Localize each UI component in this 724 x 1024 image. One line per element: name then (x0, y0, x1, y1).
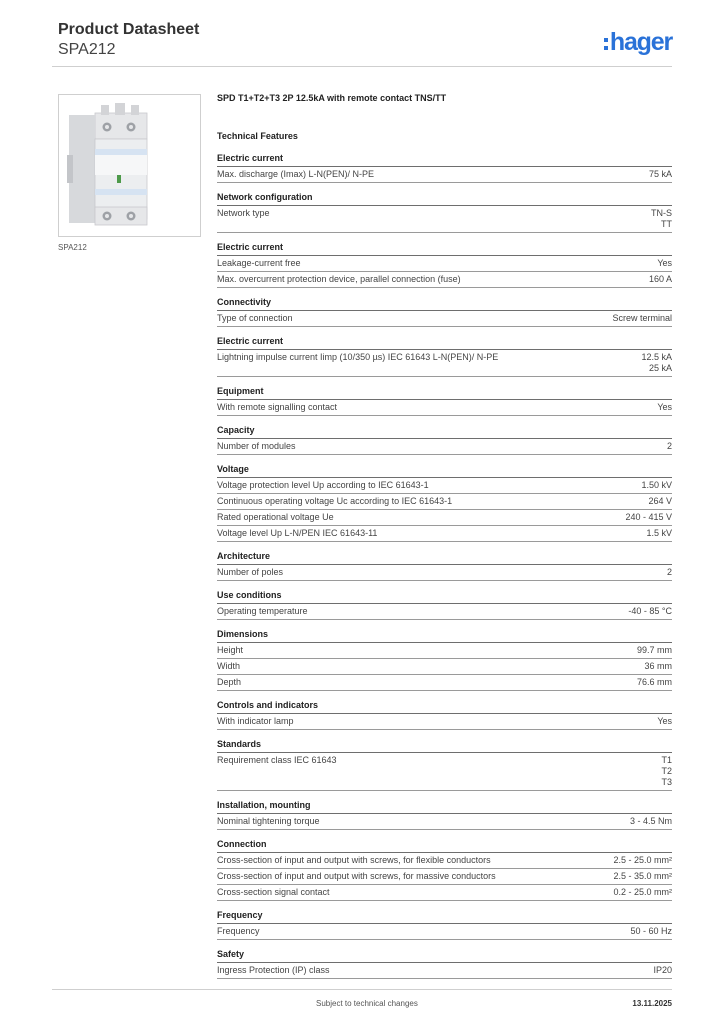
spec-label: Max. overcurrent protection device, parallel connection (fuse) (217, 274, 461, 284)
spec-row (217, 604, 672, 620)
spec-row (217, 400, 672, 416)
spec-value-line: 50 - 60 Hz (630, 926, 672, 936)
spec-label: Number of modules (217, 441, 296, 451)
product-code: SPA212 (58, 41, 116, 58)
spec-row (217, 753, 672, 791)
section-heading: Electric current (217, 242, 672, 256)
spec-value-line: 160 A (648, 274, 672, 284)
spec-value (628, 606, 672, 617)
spec-value (641, 480, 672, 491)
spec-value-line: 2 (666, 567, 672, 577)
spec-section (217, 700, 672, 730)
spec-value (651, 208, 672, 230)
spec-value-line: 2.5 - 25.0 mm² (613, 855, 672, 865)
spec-value-line: Yes (657, 258, 672, 268)
logo-dots-icon (604, 38, 608, 50)
spec-row (217, 869, 672, 885)
spec-label: Voltage level Up L-N/PEN IEC 61643-11 (217, 528, 378, 538)
spec-value (630, 816, 672, 827)
section-heading: Equipment (217, 386, 672, 400)
spec-row (217, 714, 672, 730)
spec-label: Network type (217, 208, 270, 218)
spec-value (644, 661, 672, 672)
spec-label: Max. discharge (Imax) L-N(PEN)/ N-PE (217, 169, 375, 179)
header-divider (52, 66, 672, 67)
spec-value (613, 855, 672, 866)
footer-date: 13.11.2025 (632, 999, 672, 1008)
spec-value (657, 402, 672, 413)
spec-label: Number of poles (217, 567, 284, 577)
spec-row (217, 924, 672, 940)
spec-section (217, 839, 672, 901)
spec-row (217, 256, 672, 272)
spec-value (637, 645, 672, 656)
spec-value-line: 76.6 mm (636, 677, 672, 687)
spec-label: Continuous operating voltage Uc according to IEC 61643-1 (217, 496, 453, 506)
spec-value (653, 965, 672, 976)
spec-value-line: 2.5 - 35.0 mm² (613, 871, 672, 881)
spec-value-line: 99.7 mm (636, 645, 672, 655)
spec-section (217, 386, 672, 416)
spec-section (217, 425, 672, 455)
spec-value-line: Yes (657, 402, 672, 412)
spec-value (657, 258, 672, 269)
spec-label: Rated operational voltage Ue (217, 512, 334, 522)
spec-row (217, 494, 672, 510)
spec-section (217, 590, 672, 620)
spec-row (217, 510, 672, 526)
spec-value-line: TN-S (651, 208, 672, 218)
spec-value-line: 1.50 kV (641, 480, 672, 490)
spec-value (613, 871, 672, 882)
spec-label: Type of connection (217, 313, 293, 323)
spec-content (217, 92, 672, 988)
spec-label: Nominal tightening torque (217, 816, 320, 826)
spec-label: Depth (217, 677, 242, 687)
spec-label: Cross-section signal contact (217, 887, 330, 897)
spec-row (217, 350, 672, 377)
spec-value-line: Screw terminal (612, 313, 672, 323)
spec-value (613, 887, 672, 898)
spec-section (217, 910, 672, 940)
spec-value-line: T2 (661, 766, 672, 776)
spec-label: With indicator lamp (217, 716, 294, 726)
spec-value-line: 2 (666, 441, 672, 451)
spec-label: Lightning impulse current Iimp (10/350 µs) IEC 61643 L-N(PEN)/ N-PE (217, 352, 499, 362)
section-heading: Installation, mounting (217, 800, 672, 814)
spec-row (217, 853, 672, 869)
spec-row (217, 565, 672, 581)
spec-value (648, 496, 672, 507)
spec-value-line: 264 V (648, 496, 672, 506)
spec-row (217, 311, 672, 327)
spec-value (667, 441, 672, 452)
spec-value-line: 12.5 kA (641, 352, 672, 362)
spec-value (625, 512, 672, 523)
spec-section (217, 800, 672, 830)
spec-section (217, 297, 672, 327)
product-title: SPD T1+T2+T3 2P 12.5kA with remote contact TNS/TT (217, 93, 447, 103)
section-heading: Connectivity (217, 297, 672, 311)
spec-section (217, 629, 672, 691)
spec-value-line: Yes (657, 716, 672, 726)
spec-row (217, 206, 672, 233)
footer-divider (52, 989, 672, 990)
spec-value (657, 716, 672, 727)
section-heading: Network configuration (217, 192, 672, 206)
spec-value (661, 755, 672, 788)
spec-row (217, 643, 672, 659)
spec-label: Frequency (217, 926, 260, 936)
spec-label: Height (217, 645, 244, 655)
spec-label: Leakage-current free (217, 258, 301, 268)
spec-row (217, 272, 672, 288)
spec-row (217, 478, 672, 494)
hager-logo (604, 28, 672, 56)
spec-section (217, 192, 672, 233)
spec-row (217, 526, 672, 542)
spec-value-line: 75 kA (648, 169, 672, 179)
spec-row (217, 659, 672, 675)
logo-wordmark: hager (609, 28, 672, 56)
surge-protector-image (59, 95, 200, 236)
spec-row (217, 885, 672, 901)
section-heading: Electric current (217, 153, 672, 167)
spec-value (637, 677, 672, 688)
spec-row (217, 814, 672, 830)
spec-value-line: 0.2 - 25.0 mm² (613, 887, 672, 897)
section-heading: Frequency (217, 910, 672, 924)
spec-section (217, 949, 672, 979)
spec-value-line: IP20 (653, 965, 672, 975)
spec-value-line: TT (661, 219, 672, 229)
technical-features-heading: Technical Features (217, 131, 298, 141)
spec-section (217, 153, 672, 183)
spec-label: Voltage protection level Up according to IEC 61643-1 (217, 480, 429, 490)
spec-row (217, 963, 672, 979)
section-heading: Safety (217, 949, 672, 963)
spec-label: With remote signalling contact (217, 402, 338, 412)
spec-value (641, 352, 672, 374)
spec-value (649, 274, 672, 285)
spec-value-line: 240 - 415 V (625, 512, 672, 522)
spec-label: Ingress Protection (IP) class (217, 965, 330, 975)
spec-section (217, 739, 672, 791)
image-caption: SPA212 (58, 243, 87, 252)
spec-value-line: 1.5 kV (646, 528, 672, 538)
spec-section (217, 336, 672, 377)
spec-label: Requirement class IEC 61643 (217, 755, 337, 765)
spec-section (217, 551, 672, 581)
section-heading: Dimensions (217, 629, 672, 643)
spec-section (217, 464, 672, 542)
spec-value-line: T1 (661, 755, 672, 765)
section-heading: Standards (217, 739, 672, 753)
section-heading: Connection (217, 839, 672, 853)
spec-value (612, 313, 672, 324)
section-heading: Use conditions (217, 590, 672, 604)
section-heading: Voltage (217, 464, 672, 478)
spec-sections (217, 153, 672, 979)
spec-value-line: -40 - 85 °C (628, 606, 672, 616)
page-header (58, 20, 199, 60)
section-heading: Architecture (217, 551, 672, 565)
page-title: Product Datasheet (58, 21, 200, 38)
footer-note: Subject to technical changes (316, 999, 418, 1008)
spec-value-line: 36 mm (644, 661, 672, 671)
spec-value (649, 169, 672, 180)
spec-value (646, 528, 672, 539)
spec-label: Cross-section of input and output with screws, for flexible conductors (217, 855, 491, 865)
spec-row (217, 167, 672, 183)
product-image (58, 94, 201, 237)
spec-value-line: T3 (661, 777, 672, 787)
spec-label: Width (217, 661, 241, 671)
spec-row (217, 439, 672, 455)
spec-section (217, 242, 672, 288)
spec-row (217, 675, 672, 691)
section-heading: Controls and indicators (217, 700, 672, 714)
spec-value-line: 25 kA (648, 363, 672, 373)
spec-value-line: 3 - 4.5 Nm (629, 816, 672, 826)
section-heading: Electric current (217, 336, 672, 350)
spec-label: Operating temperature (217, 606, 308, 616)
spec-value (630, 926, 672, 937)
section-heading: Capacity (217, 425, 672, 439)
spec-label: Cross-section of input and output with screws, for massive conductors (217, 871, 496, 881)
spec-value (667, 567, 672, 578)
